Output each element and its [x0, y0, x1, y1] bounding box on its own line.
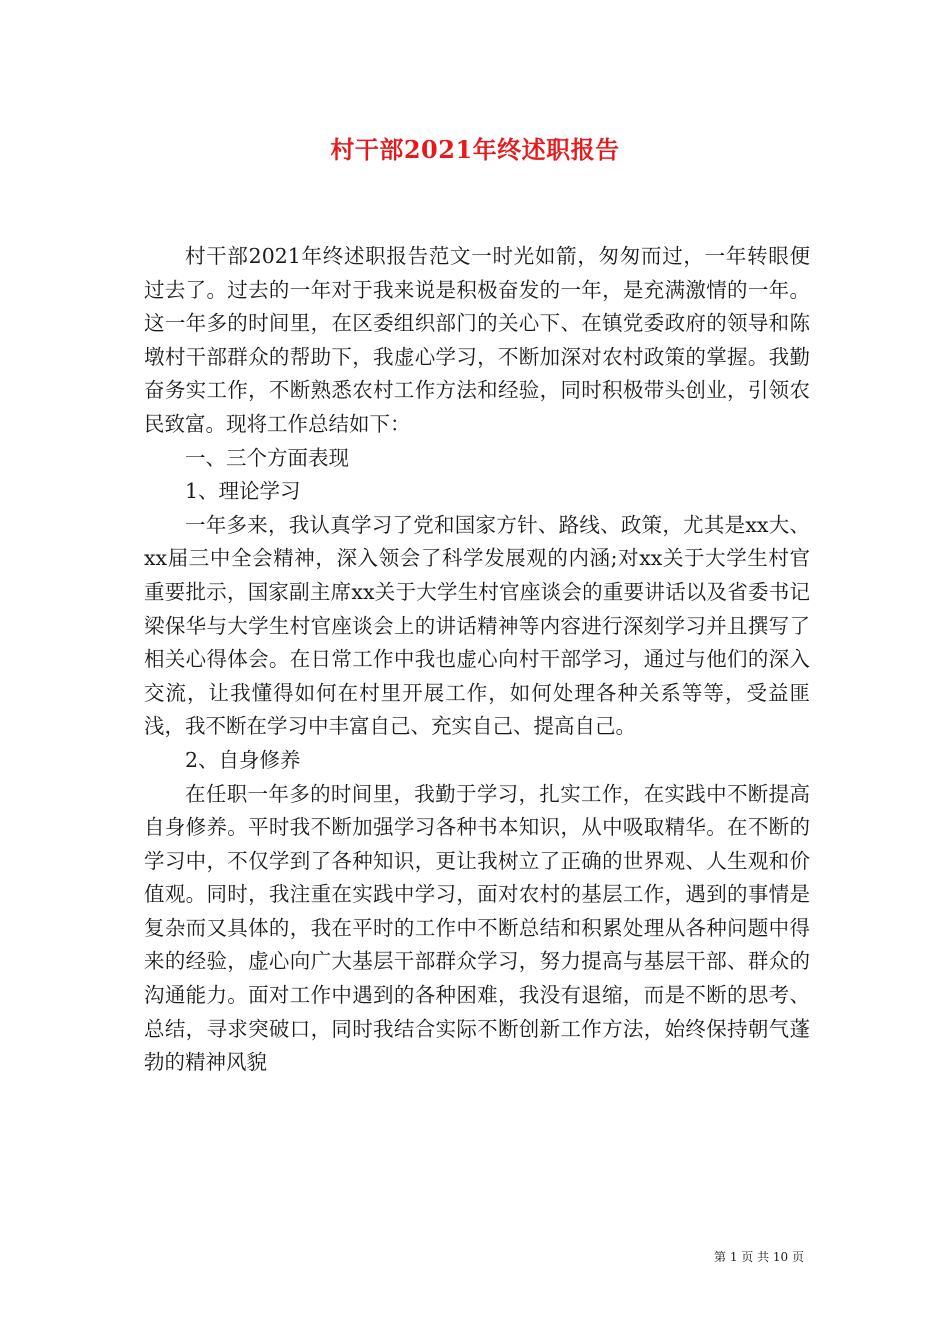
document-title: 村干部2021年终述职报告: [330, 135, 620, 164]
cultivation-paragraph: 在任职一年多的时间里，我勤于学习，扎实工作，在实践中不断提高自身修养。平时我不断加强学习各种书本知识，从中吸取精华。在不断的学习中，不仅学到了各种知识，更让我树立了正确的世界观、人生观和价值观。同时，我注重在实践中学习，面对农村的基层工作，遇到的事情是复杂而又具体的，我在平时的工作中不断总结和积累处理从各种问题中得来的经验，虚心向广大基层干部群众学习，努力提高与基层干部、群众的沟通能力。面对工作中遇到的各种困难，我没有退缩，而是不断的思考、总结，寻求突破口，同时我结合实际不断创新工作方法，始终保持朝气蓬勃的精神风貌: [144, 781, 810, 1075]
subsection-heading-cultivation: 2、自身修养: [185, 747, 301, 772]
subsection-heading-theory: 1、理论学习: [185, 479, 301, 504]
intro-paragraph: 村干部2021年终述职报告范文一时光如箭，匆匆而过，一年转眼便过去了。过去的一年对于我来说是积极奋发的一年，是充满激情的一年。这一年多的时间里，在区委组织部门的关心下、在镇党委政府的领导和陈墩村干部群众的帮助下，我虚心学习，不断加深对农村政策的掌握。我勤奋务实工作，不断熟悉农村工作方法和经验，同时积极带头创业，引领农民致富。现将工作总结如下：: [144, 244, 810, 436]
theory-paragraph: 一年多来，我认真学习了党和国家方针、路线、政策，尤其是xx大、xx届三中全会精神，深入领会了科学发展观的内涵;对xx关于大学生村官重要批示，国家副主席xx关于大学生村官座谈会的重要讲话以及省委书记梁保华与大学生村官座谈会上的讲话精神等内容进行深刻学习并且撰写了相关心得体会。在日常工作中我也虚心向村干部学习，通过与他们的深入交流，让我懂得如何在村里开展工作，如何处理各种关系等等，受益匪浅，我不断在学习中丰富自己、充实自己、提高自己。: [144, 512, 810, 739]
section-heading-1: 一、三个方面表现: [185, 445, 349, 470]
page-number-footer: 第 1 页 共 10 页: [714, 1250, 804, 1264]
document-body: [144, 240, 810, 1080]
